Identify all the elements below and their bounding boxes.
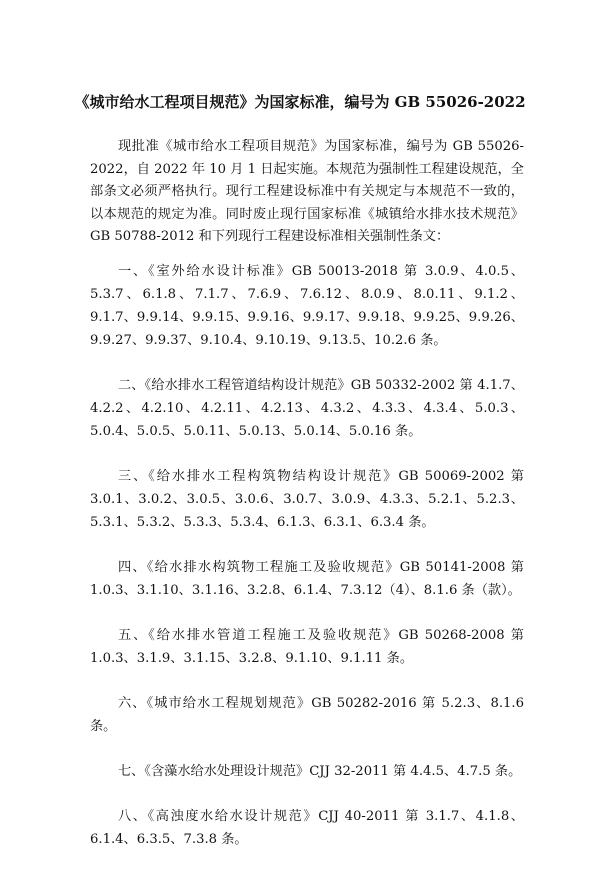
list-item: 一、《室外给水设计标准》GB 50013-2018 第 3.0.9、4.0.5、5.3.7、6.1.8、7.1.7、7.6.9、7.6.12、8.0.9、8.0.11、9.1.2、9.1.7、9.9.14、9.9.15、9.9.16、9.9.17、9.9.18、9.9.25、9.9.26、9.9.27、9.9.37、9.10.4、9.10.19、9.13.5、10.2.6 条。	[90, 264, 524, 348]
page-title: 《城市给水工程项目规范》为国家标准，编号为 GB 55026-2022	[74, 93, 526, 111]
list-item: 六、《城市给水工程规划规范》GB 50282-2016 第 5.2.3、8.1.6 条。	[90, 696, 524, 734]
list-item: 七、《含藻水给水处理设计规范》CJJ 32-2011 第 4.4.5、4.7.5 条。	[118, 764, 522, 779]
list-item: 四、《给水排水构筑物工程施工及验收规范》GB 50141-2008 第 1.0.3、3.1.10、3.1.16、3.2.8、6.1.4、7.3.12（4）、8.1.6 条（款）。	[90, 560, 524, 598]
list-item: 三、《给水排水工程构筑物结构设计规范》GB 50069-2002 第 3.0.1、3.0.2、3.0.5、3.0.6、3.0.7、3.0.9、4.3.3、5.2.1、5.2.3、5.3.1、5.3.2、5.3.3、5.3.4、6.1.3、6.3.1、6.3.4 条。	[90, 469, 524, 530]
list-item: 八、《高浊度水给水设计规范》CJJ 40-2011 第 3.1.7、4.1.8、6.1.4、6.3.5、7.3.8 条。	[90, 809, 524, 847]
intro-paragraph: 现批准《城市给水工程项目规范》为国家标准，编号为 GB 55026-2022，自 2022 年 10 月 1 日起实施。本规范为强制性工程建设规范，全部条文必须严格执行。现行工程建设标准中有关规定与本规范不一致的，以本规范的规定为准。同时废止现行国家标准《城镇给水排水技术规范》GB 50788-2012 和下列现行工程建设标准相关强制性条文：	[90, 139, 524, 244]
list-item: 二、《给水排水工程管道结构设计规范》GB 50332-2002 第 4.1.7、4.2.2、4.2.10、4.2.11、4.2.13、4.3.2、4.3.3、4.3.4、5.0.3、5.0.4、5.0.5、5.0.11、5.0.13、5.0.14、5.0.16 条。	[90, 378, 524, 439]
list-item: 五、《给水排水管道工程施工及验收规范》GB 50268-2008 第 1.0.3、3.1.9、3.1.15、3.2.8、9.1.10、9.1.11 条。	[90, 628, 524, 666]
abolished-provisions-list	[90, 260, 524, 873]
